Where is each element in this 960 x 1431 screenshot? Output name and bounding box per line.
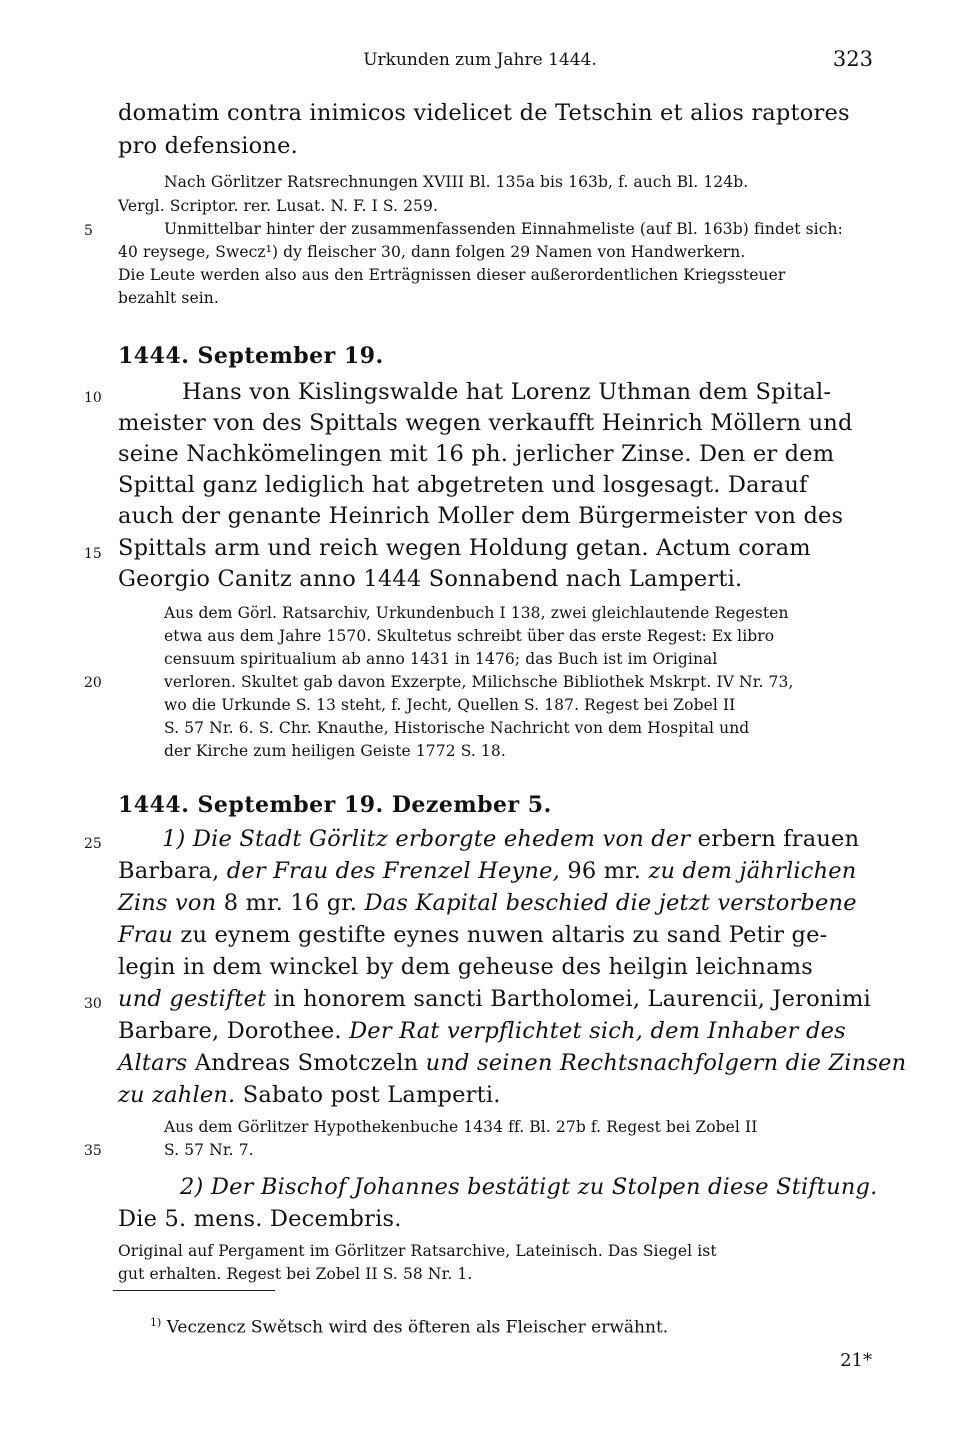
italic-text: zu dem jährlichen [648,858,857,884]
plain-text: Andreas Smotczeln [187,1050,426,1076]
body-line: auch der genante Heinrich Moller dem Bürgermeister von des [118,503,844,529]
note-line: censuum spiritualium ab anno 1431 in 1476; das Buch ist im Original [164,650,718,668]
italic-text: und seinen Rechtsnachfolgern die Zinsen [425,1050,907,1076]
body-line: Die 5. mens. Decembris. [118,1206,402,1232]
note-line: verloren. Skultet gab davon Exzerpte, Milichsche Bibliothek Mskrpt. IV Nr. 73, [164,673,794,691]
margin-line-number: 15 [84,546,102,562]
body-line: domatim contra inimicos videlicet de Tetschin et alios raptores [118,100,850,126]
note-line: S. 57 Nr. 6. S. Chr. Knauthe, Historische Nachricht von dem Hospital und [164,719,750,737]
italic-text: Das Kapital beschied die jetzt verstorbene [364,890,857,916]
plain-text: zu eynem gestifte eynes nuwen altaris zu sand Petir ge- [173,922,828,948]
footnote [150,1316,668,1338]
entry-date-heading: 1444. September 19. [118,343,384,369]
plain-text: erbern frauen [690,826,860,852]
note-line: gut erhalten. Regest bei Zobel II S. 58 Nr. 1. [118,1265,473,1283]
body-line [118,1050,906,1076]
footnote-text: Veczencz Swětsch wird des öfteren als Fleischer erwähnt. [161,1317,669,1338]
margin-line-number: 20 [84,675,102,691]
body-line: Spittal ganz lediglich hat abgetreten und losgesagt. Darauf [118,472,808,498]
italic-text: Zins von [118,890,217,916]
entry-date-heading: 1444. September 19. Dezember 5. [118,792,552,818]
body-line [162,826,859,852]
running-title: Urkunden zum Jahre 1444. [363,50,597,70]
body-line: seine Nachkömelingen mit 16 ph. jerlicher Zinse. Den er dem [118,441,835,467]
note-line: Original auf Pergament im Görlitzer Ratsarchive, Lateinisch. Das Siegel ist [118,1242,717,1260]
italic-text: zu zahlen. [118,1082,236,1108]
note-line: Aus dem Görl. Ratsarchiv, Urkundenbuch I 138, zwei gleichlautende Regesten [164,604,789,622]
body-line: Hans von Kislingswalde hat Lorenz Uthman dem Spital- [182,379,832,405]
note-line: Unmittelbar hinter der zusammenfassenden Einnahmeliste (auf Bl. 163b) findet sich: [164,220,843,238]
body-line [118,922,827,948]
body-line [118,1082,501,1108]
note-line: 40 reysege, Swecz¹) dy fleischer 30, dann folgen 29 Namen von Handwerkern. [118,243,746,261]
note-line: S. 57 Nr. 7. [164,1141,254,1159]
margin-line-number: 10 [84,390,102,406]
margin-line-number: 30 [84,996,102,1012]
note-line: Die Leute werden also aus den Erträgnissen dieser außerordentlichen Kriegssteuer [118,266,786,284]
body-line: legin in dem winckel by dem geheuse des heilgin leichnams [118,954,813,980]
note-line: etwa aus dem Jahre 1570. Skultetus schreibt über das erste Regest: Ex libro [164,627,775,645]
body-line: meister von des Spittals wegen verkaufft Heinrich Möllern und [118,410,853,436]
body-line [118,890,857,916]
italic-text: Altars [118,1050,188,1076]
margin-line-number: 5 [84,223,93,239]
note-line: bezahlt sein. [118,289,219,307]
footnote-rule [113,1290,275,1291]
body-line: pro defensione. [118,133,298,159]
plain-text: Barbare, Dorothee. [118,1018,350,1044]
note-line: Aus dem Görlitzer Hypothekenbuche 1434 ff. Bl. 27b f. Regest bei Zobel II [164,1118,758,1136]
plain-text: in honorem sancti Bartholomei, Laurencii, Jeronimi [266,986,871,1012]
italic-text: und gestiftet [118,986,267,1012]
note-line: Vergl. Scriptor. rer. Lusat. N. F. I S. 259. [118,197,438,215]
signature-mark: 21* [840,1350,872,1371]
margin-line-number: 25 [84,836,102,852]
plain-text: Barbara, [118,858,227,884]
body-line: Spittals arm und reich wegen Holdung getan. Actum coram [118,535,811,561]
note-line: der Kirche zum heiligen Geiste 1772 S. 18. [164,742,506,760]
italic-text: Der Rat verpflichtet sich, dem Inhaber des [349,1018,846,1044]
footnote-mark: 1) [150,1316,162,1329]
body-line [118,1018,846,1044]
italic-text: der Frau des Frenzel Heyne, [226,858,560,884]
plain-text: 8 mr. 16 gr. [216,890,365,916]
plain-text: 96 mr. [559,858,649,884]
italic-text: 2) Der Bischof Johannes bestätigt zu Stolpen diese Stiftung. [180,1174,878,1200]
margin-line-number: 35 [84,1143,102,1159]
body-line [118,858,856,884]
italic-text: Frau [118,922,174,948]
body-line [180,1174,877,1200]
italic-text: 1) Die Stadt Görlitz erborgte ehedem von der [162,826,691,852]
note-line: Nach Görlitzer Ratsrechnungen XVIII Bl. 135a bis 163b, f. auch Bl. 124b. [164,173,749,191]
note-line: wo die Urkunde S. 13 steht, f. Jecht, Quellen S. 187. Regest bei Zobel II [164,696,736,714]
body-line [118,986,871,1012]
page-number: 323 [832,47,873,71]
plain-text: Sabato post Lamperti. [235,1082,501,1108]
body-line: Georgio Canitz anno 1444 Sonnabend nach Lamperti. [118,566,743,592]
